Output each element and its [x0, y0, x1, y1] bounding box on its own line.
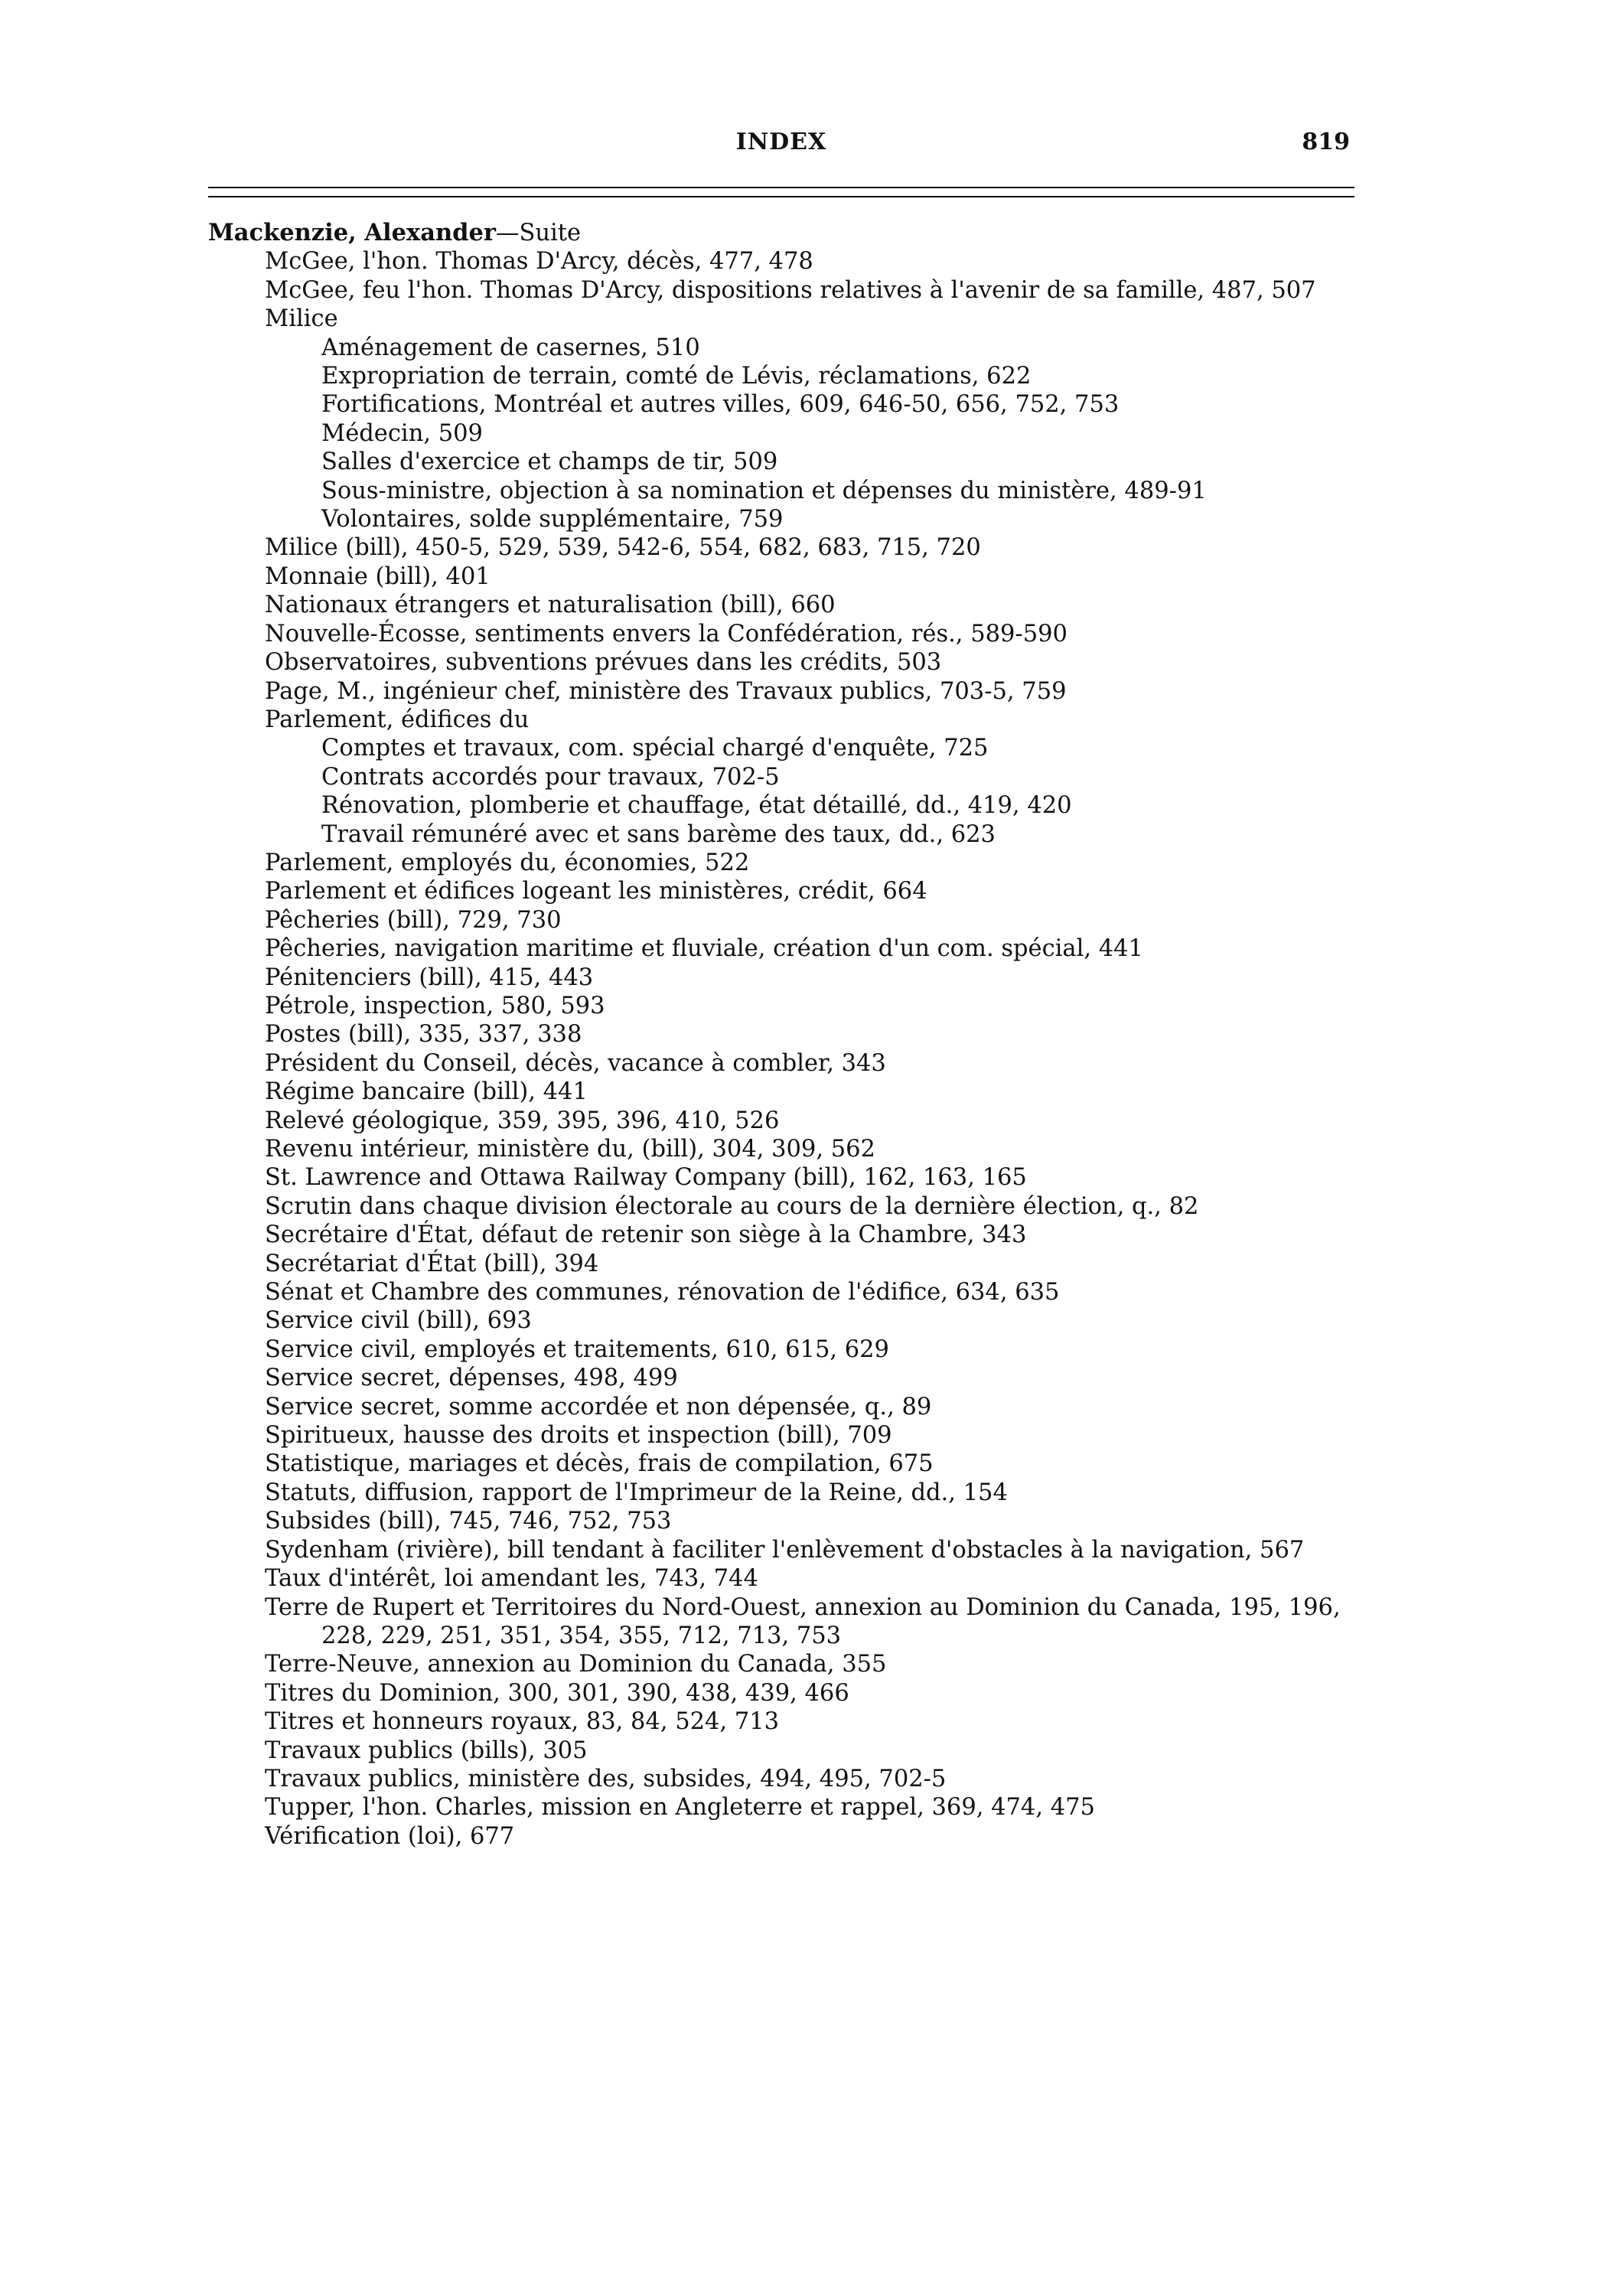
index-entry: McGee, feu l'hon. Thomas D'Arcy, dispositions relatives à l'avenir de sa famille, 487, 507 — [265, 276, 1316, 304]
index-entry: Scrutin dans chaque division électorale au cours de la dernière élection, q., 82 — [265, 1192, 1199, 1220]
index-entry: Travaux publics (bills), 305 — [265, 1737, 588, 1764]
header-rule-bottom — [208, 196, 1354, 197]
index-entry: Page, M., ingénieur chef, ministère des Travaux publics, 703-5, 759 — [265, 677, 1067, 705]
index-entry: Subsides (bill), 745, 746, 752, 753 — [265, 1508, 672, 1535]
page-number: 819 — [1302, 129, 1350, 155]
index-entry: Nationaux étrangers et naturalisation (bill), 660 — [265, 592, 836, 619]
index-entry: Sénat et Chambre des communes, rénovation de l'édifice, 634, 635 — [265, 1279, 1060, 1306]
index-subentry: Contrats accordés pour travaux, 702-5 — [321, 763, 780, 791]
index-entry: Relevé géologique, 359, 395, 396, 410, 526 — [265, 1107, 780, 1134]
index-subentry: Expropriation de terrain, comté de Lévis, réclamations, 622 — [321, 363, 1032, 390]
index-entry: Secrétariat d'État (bill), 394 — [265, 1250, 599, 1277]
main-heading-name: Mackenzie, Alexander — [208, 219, 496, 246]
index-subentry: Travail rémunéré avec et sans barème des taux, dd., 623 — [321, 820, 996, 848]
index-subentry: Médecin, 509 — [321, 419, 483, 447]
index-entry: Statuts, diffusion, rapport de l'Imprimeur de la Reine, dd., 154 — [265, 1479, 1008, 1506]
index-entry: Travaux publics, ministère des, subsides, 494, 495, 702-5 — [265, 1765, 947, 1792]
index-subentry: Sous-ministre, objection à sa nomination et dépenses du ministère, 489-91 — [321, 477, 1207, 504]
index-entry: Titres du Dominion, 300, 301, 390, 438, 439, 466 — [265, 1679, 849, 1707]
index-entry: Service civil, employés et traitements, 610, 615, 629 — [265, 1336, 889, 1363]
header-rule-top — [208, 187, 1354, 188]
index-entry: Parlement et édifices logeant les ministères, crédit, 664 — [265, 878, 927, 905]
index-subentry: Aménagement de casernes, 510 — [321, 334, 700, 361]
index-entry: Tupper, l'hon. Charles, mission en Angleterre et rappel, 369, 474, 475 — [265, 1794, 1095, 1821]
index-entry: St. Lawrence and Ottawa Railway Company (bill), 162, 163, 165 — [265, 1164, 1027, 1192]
page-header — [208, 129, 1354, 167]
index-entry: Titres et honneurs royaux, 83, 84, 524, 713 — [265, 1708, 780, 1736]
index-subentry: Volontaires, solde supplémentaire, 759 — [321, 506, 784, 533]
index-entry-list — [208, 247, 1356, 1851]
index-subentry: Rénovation, plomberie et chauffage, état détaillé, dd., 419, 420 — [321, 792, 1072, 820]
index-entry: Parlement, employés du, économies, 522 — [265, 849, 750, 876]
index-entry: Taux d'intérêt, loi amendant les, 743, 744 — [265, 1565, 758, 1593]
header-title: INDEX — [735, 129, 827, 155]
index-entry: Spiritueux, hausse des droits et inspection (bill), 709 — [265, 1422, 892, 1450]
index-entry: Monnaie (bill), 401 — [265, 563, 491, 590]
index-subentry: Fortifications, Montréal et autres villes, 609, 646-50, 656, 752, 753 — [321, 391, 1120, 419]
index-main-heading — [208, 219, 1356, 247]
index-entry: Terre de Rupert et Territoires du Nord-Ouest, annexion au Dominion du Canada, 195, 196, 228, 229, 251, 351, 354, 355, 712, 713, 753 — [265, 1593, 1341, 1649]
index-entry: Nouvelle-Écosse, sentiments envers la Confédération, rés., 589-590 — [265, 620, 1068, 647]
index-entry: Statistique, mariages et décès, frais de compilation, 675 — [265, 1450, 934, 1478]
index-entry: Milice — [265, 305, 338, 333]
index-entry: Service civil (bill), 693 — [265, 1307, 532, 1335]
index-entry: Pénitenciers (bill), 415, 443 — [265, 964, 594, 991]
index-entry: Secrétaire d'État, défaut de retenir son siège à la Chambre, 343 — [265, 1221, 1027, 1249]
index-entry: Postes (bill), 335, 337, 338 — [265, 1021, 582, 1049]
main-heading-suffix: —Suite — [495, 220, 582, 246]
index-entry: Régime bancaire (bill), 441 — [265, 1078, 588, 1106]
index-entry: Pétrole, inspection, 580, 593 — [265, 992, 605, 1019]
index-entry: Terre-Neuve, annexion au Dominion du Canada, 355 — [265, 1651, 887, 1678]
index-entry: Parlement, édifices du — [265, 706, 530, 733]
index-entry: Président du Conseil, décès, vacance à combler, 343 — [265, 1049, 886, 1077]
index-entry: Pêcheries (bill), 729, 730 — [265, 906, 562, 934]
index-entry: Revenu intérieur, ministère du, (bill), 304, 309, 562 — [265, 1136, 875, 1163]
index-subentry: Salles d'exercice et champs de tir, 509 — [321, 448, 778, 476]
index-entry: Service secret, somme accordée et non dépensée, q., 89 — [265, 1393, 932, 1420]
index-entry: Vérification (loi), 677 — [265, 1822, 515, 1850]
index-entry: Milice (bill), 450-5, 529, 539, 542-6, 554, 682, 683, 715, 720 — [265, 534, 981, 562]
index-subentry: Comptes et travaux, com. spécial chargé d'enquête, 725 — [321, 735, 989, 762]
index-entry: Sydenham (rivière), bill tendant à faciliter l'enlèvement d'obstacles à la navigation, 567 — [265, 1536, 1305, 1564]
index-entry: Service secret, dépenses, 498, 499 — [265, 1365, 678, 1392]
index-entry: McGee, l'hon. Thomas D'Arcy, décès, 477, 478 — [265, 248, 813, 276]
index-entries — [208, 219, 1356, 1851]
index-entry: Observatoires, subventions prévues dans les crédits, 503 — [265, 649, 942, 677]
index-entry: Pêcheries, navigation maritime et fluviale, création d'un com. spécial, 441 — [265, 935, 1143, 963]
